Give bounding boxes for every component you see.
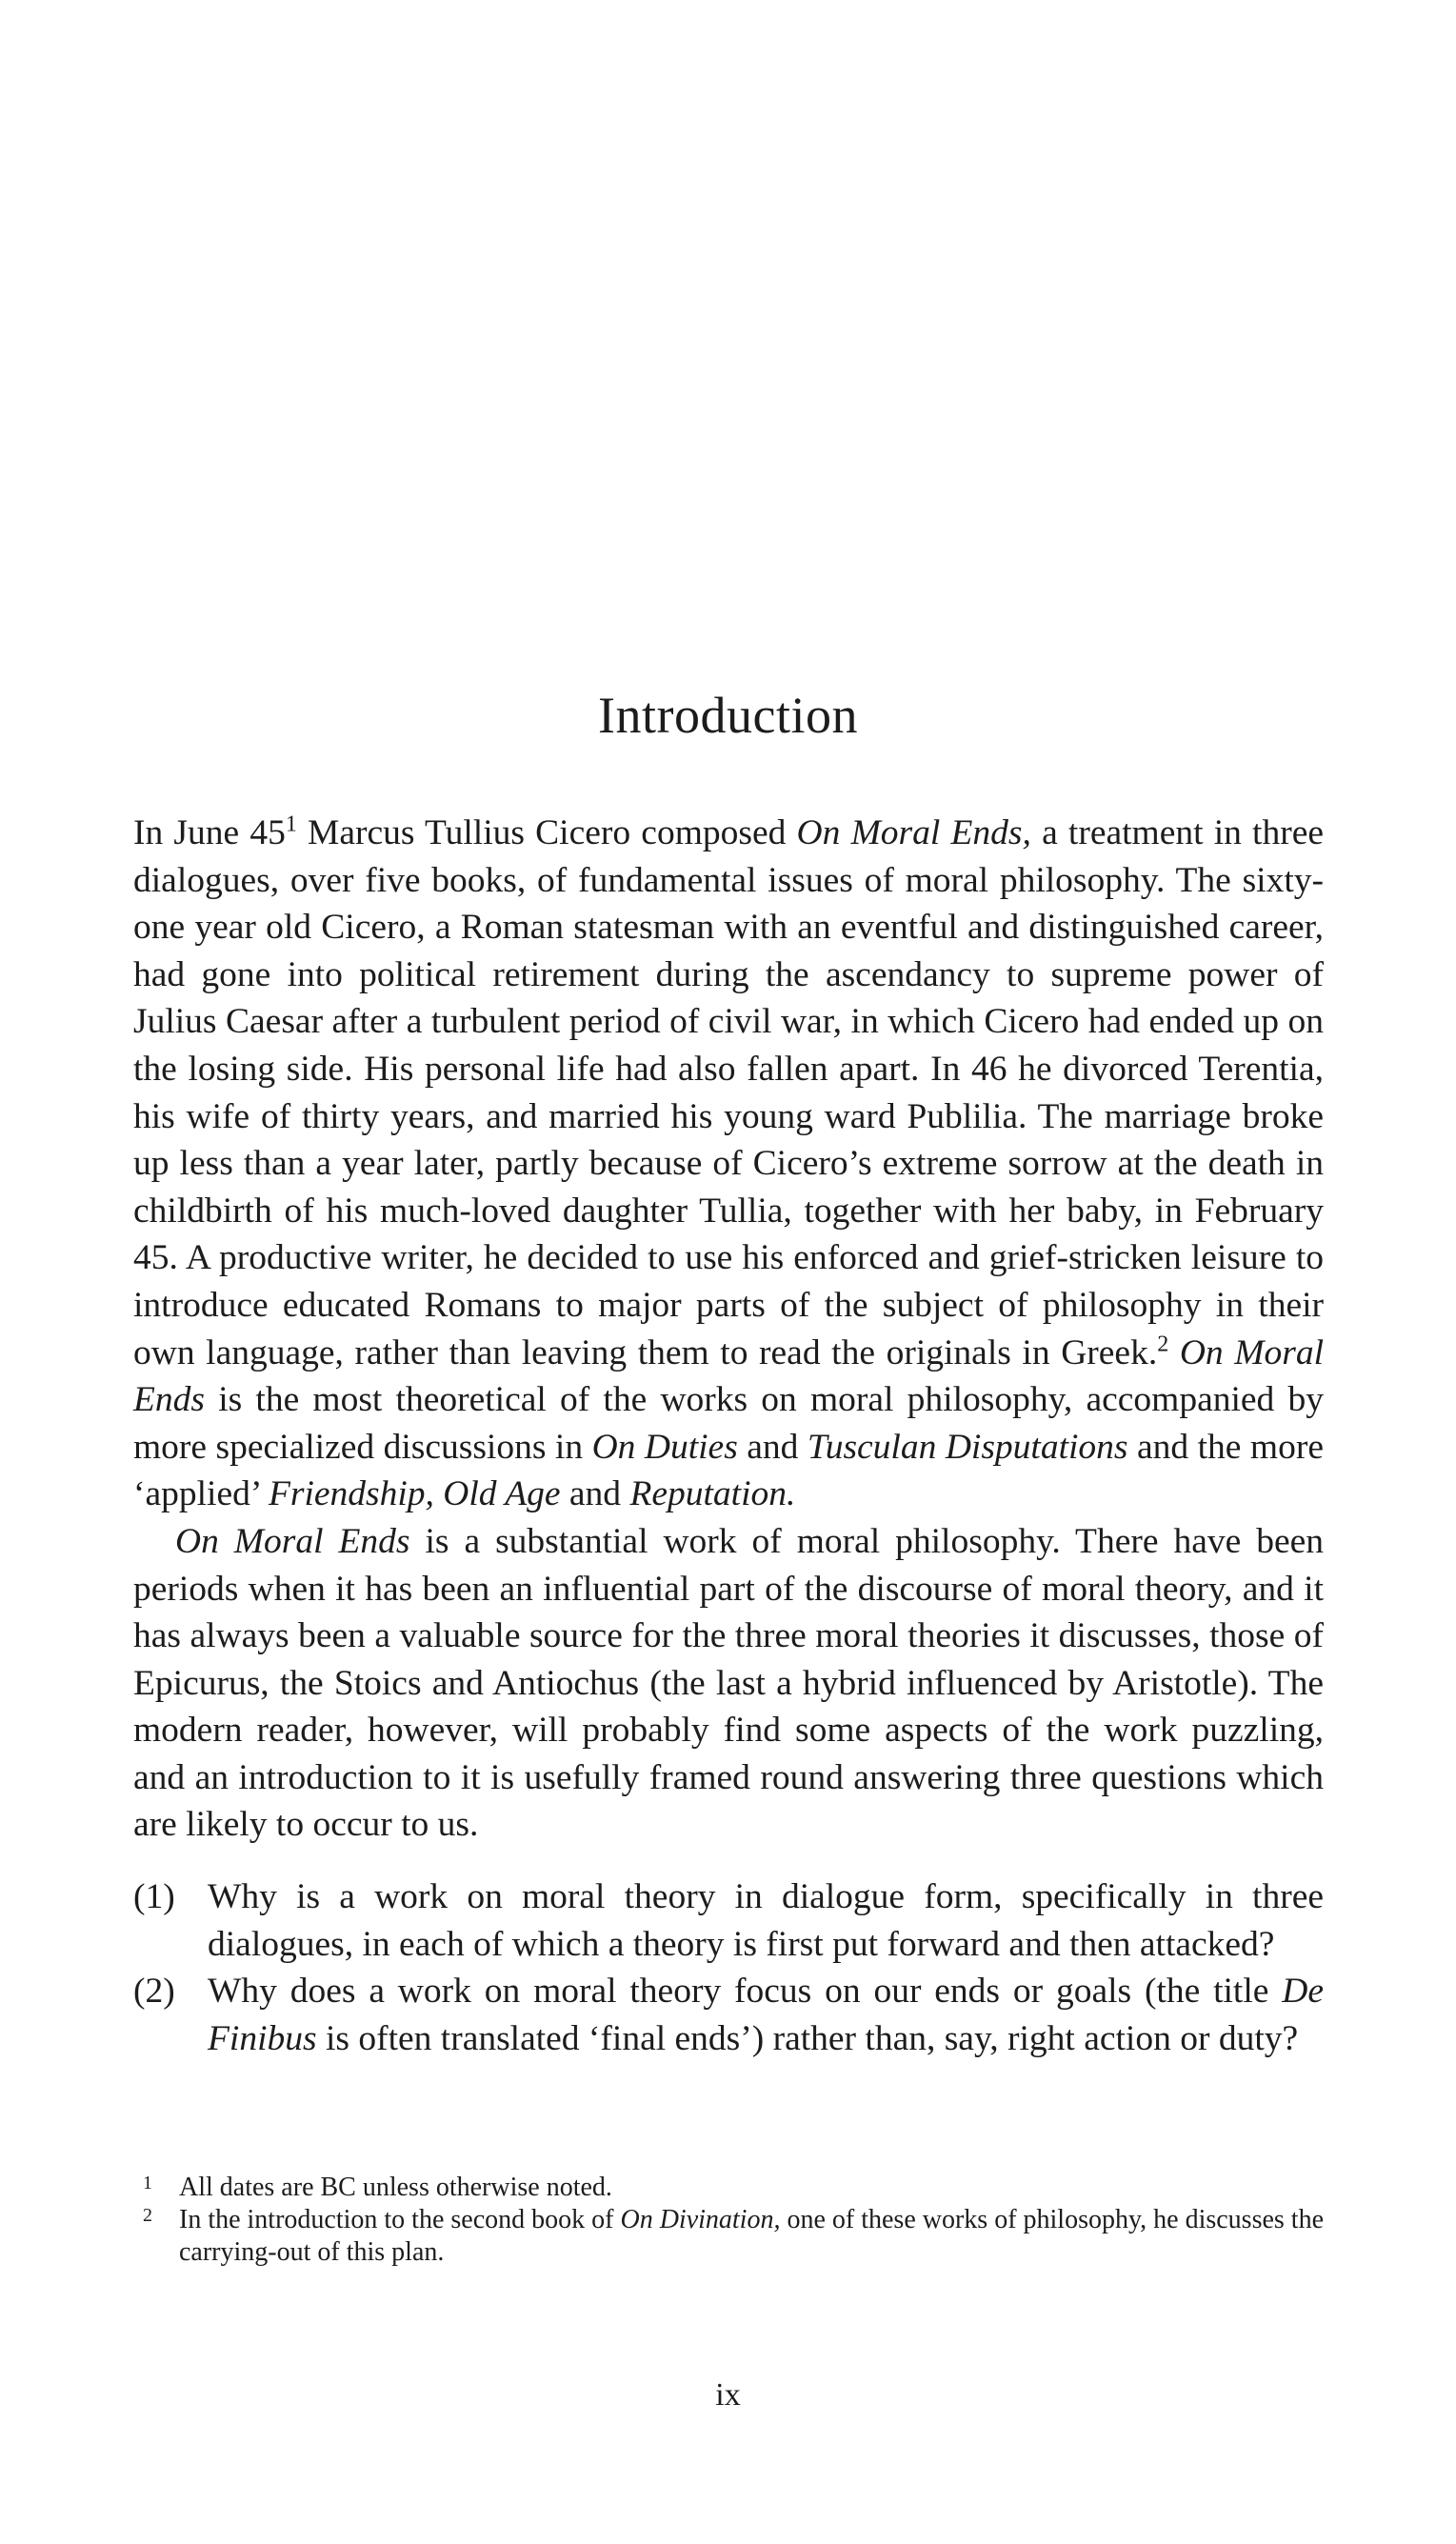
- footnote-text: [179, 2204, 1324, 2269]
- list-item: [133, 1968, 1324, 2062]
- text-run: In the introduction to the second book of: [179, 2205, 621, 2234]
- italic-title: On Moral Ends: [175, 1521, 410, 1561]
- body-text: [133, 810, 1324, 2062]
- footnote-ref-1[interactable]: 1: [285, 811, 297, 837]
- text-run: In June 45: [133, 813, 286, 852]
- list-text: [208, 1968, 1324, 2062]
- text-run: Why does a work on moral theory focus on our ends or goals (the title: [208, 1972, 1283, 2012]
- text-run: and: [737, 1427, 808, 1467]
- list-number: (1): [133, 1877, 175, 1917]
- list-item: [133, 1873, 1324, 1968]
- italic-title: On Moral Ends,: [796, 813, 1031, 852]
- footnote-text: All dates are BC unless otherwise noted.: [179, 2173, 612, 2202]
- text-run: Marcus Tullius Cicero composed: [296, 813, 797, 852]
- italic-title: Tusculan Disputations: [807, 1427, 1128, 1467]
- footnote-2: [133, 2204, 1324, 2269]
- text-run: is the most theoretical of the works on moral philosophy, accompanied by more specialized discussions in: [133, 1380, 1324, 1467]
- chapter-title: Introduction: [598, 687, 858, 744]
- footnotes: [133, 2172, 1324, 2269]
- italic-title: On Moral Ends: [133, 1332, 1324, 1420]
- text-run: a treatment in three dialogues, over five books, of fundamental issues of moral philosophy. The sixty-one year old Cicero, a Roman statesman with an eventful and distinguished career, had gone into political retirement during the ascendancy to supreme power of Julius Caesar after a turbulent period of civil war, in which Cicero had ended up on the losing side. His personal life had also fallen apart. In 46 he divorced Terentia, his wife of thirty years, and married his young ward Publilia. The marriage broke up less than a year later, partly because of Cicero’s extreme sorrow at the death in childbirth of his much-loved daughter Tullia, together with her baby, in February 45. A productive writer, he decided to use his enforced and grief-stricken leisure to introduce educated Romans to major parts of the subject of philosophy in their own language, rather than leaving them to read the originals in Greek.: [133, 813, 1324, 1372]
- footnote-number: 1: [143, 2173, 152, 2193]
- footnote-1: [133, 2172, 1324, 2204]
- question-list: [133, 1873, 1324, 2062]
- paragraph-2: [133, 1518, 1324, 1849]
- list-text: Why is a work on moral theory in dialogue form, specifically in three dialogues, in each of which a theory is first put forward and then attacked?: [208, 1877, 1324, 1964]
- text-run: and the more ‘applied’: [133, 1427, 1324, 1514]
- text-run: and: [560, 1474, 630, 1514]
- footnote-number: 2: [143, 2205, 152, 2226]
- text-run: is often translated ‘final ends’) rather than, say, right action or duty?: [316, 2018, 1299, 2058]
- footnote-ref-2[interactable]: 2: [1157, 1332, 1169, 1357]
- text-run: [1168, 1333, 1180, 1372]
- text-run: is a substantial work of moral philosophy. There have been periods when it has been an influential part of the discourse of moral theory, and it has always been a valuable source for the three moral theories it discusses, those of Epicurus, the Stoics and Antiochus (the last a hybrid influenced by Aristotle). The modern reader, however, will probably find some aspects of the work puzzling, and an introduction to it is usefully framed round answering three questions which are likely to occur to us.: [133, 1521, 1324, 1845]
- italic-title: Reputation.: [629, 1474, 796, 1514]
- paragraph-1: [133, 810, 1324, 1518]
- italic-title: Friendship, Old Age: [268, 1474, 561, 1514]
- text-run: one of these works of philosophy, he discusses the carrying-out of this plan.: [179, 2205, 1325, 2267]
- list-number: (2): [133, 1972, 175, 2012]
- italic-title: On Duties: [591, 1427, 738, 1467]
- italic-title: De Finibus: [208, 1972, 1324, 2058]
- italic-title: On Divination,: [620, 2205, 781, 2234]
- page-number: ix: [715, 2377, 741, 2413]
